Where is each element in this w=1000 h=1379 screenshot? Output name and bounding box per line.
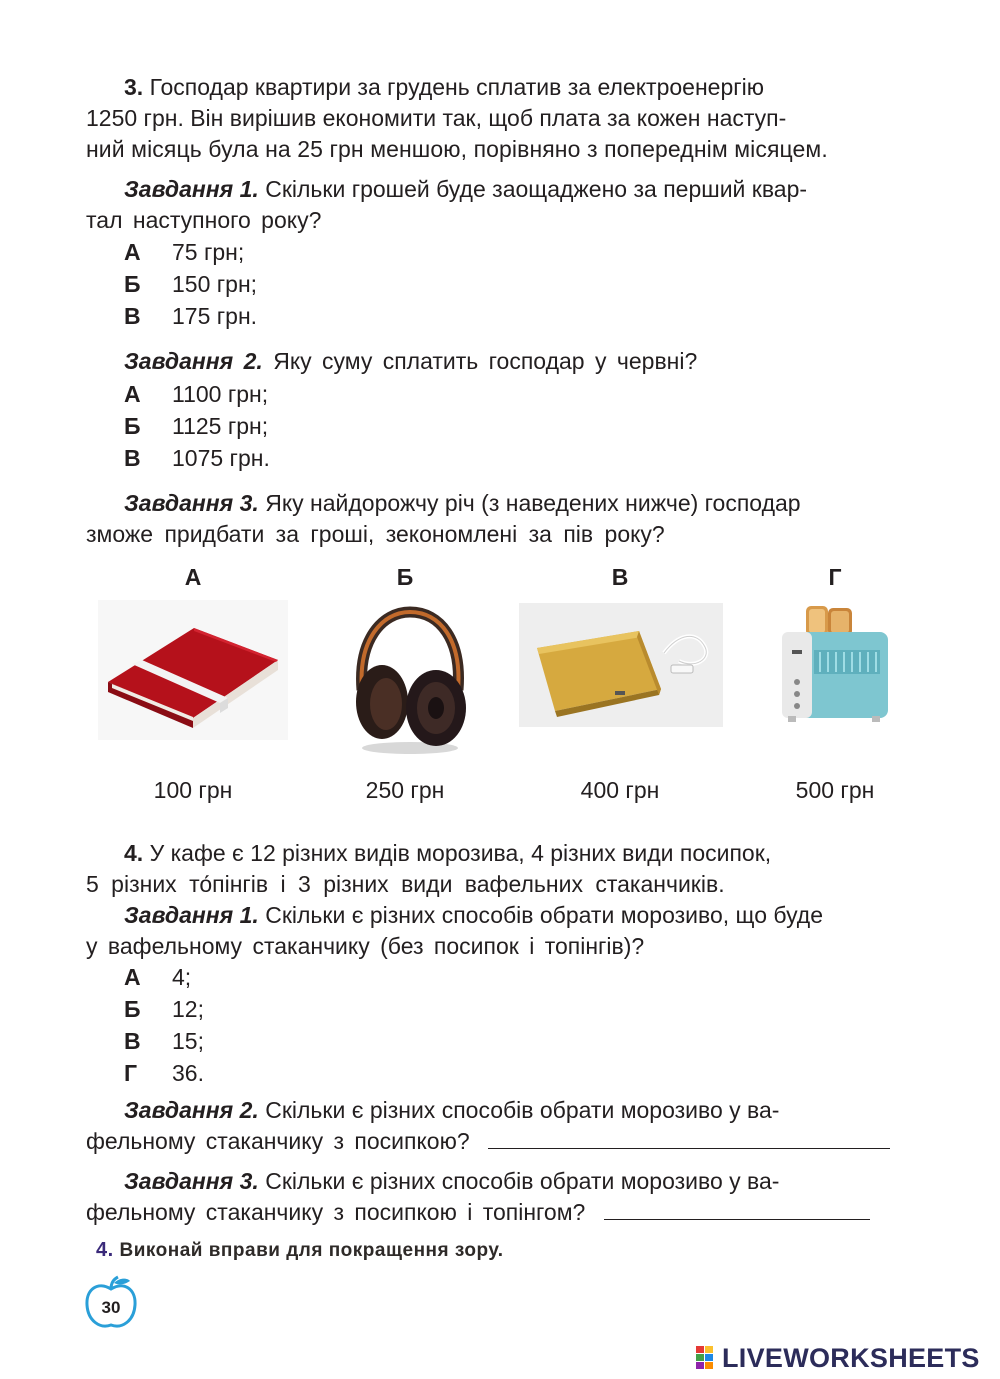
problem3-line3: ний місяць була на 25 грн меншою, порівняно з попереднім місяцем. [86, 136, 828, 162]
notebook-icon [98, 600, 288, 740]
p4-task1-line1: Завдання 1. Скільки є різних способів обрати морозиво, що буде [124, 902, 824, 928]
p3-task2-option-c[interactable]: В 1075 грн. [124, 445, 270, 471]
problem3-text [86, 72, 942, 103]
p3-task2-option-a[interactable]: А 1100 грн; [124, 381, 269, 407]
p4-task1-option-d[interactable]: Г 36. [124, 1060, 204, 1086]
item-letter-a: А [184, 564, 202, 590]
p3-task2-line [86, 346, 942, 377]
p3-task3-line1 [86, 488, 942, 519]
problem3-line2: 1250 грн. Він вирішив економити так, щоб плата за кожен наступ- [86, 105, 787, 131]
item-price-a: 100 грн [153, 777, 233, 803]
p4-task3-line1: Завдання 3. Скільки є різних способів обрати морозиво у ва- [124, 1168, 780, 1194]
problem3-number: 3. [124, 74, 144, 100]
p3-task1-text1: Скільки грошей буде заощаджено за перший квар- [265, 176, 808, 202]
p3-task2-option-b[interactable]: Б 1125 грн; [124, 413, 269, 439]
p4-task1-text2: у вафельному стаканчику (без посипок і топінгів)? [86, 933, 645, 959]
footer-note-text: Виконай вправи для покращення зору. [119, 1240, 504, 1261]
p4-task2-answer-field[interactable] [488, 1128, 890, 1149]
power-bank-icon [519, 603, 723, 727]
p4-task2-label: Завдання 2. [124, 1097, 259, 1123]
p3-task3-text2: зможе придбати за гроші, зекономлені за пів року? [86, 521, 665, 547]
p4-task1-option-c[interactable]: В 15; [124, 1028, 204, 1054]
page-number-badge [84, 1275, 138, 1331]
p3-task1-option-b[interactable]: Б 150 грн; [124, 271, 258, 297]
item-letter-d: Г [828, 564, 842, 590]
item-price-c: 400 грн [580, 777, 660, 803]
p4-task2-line1: Завдання 2. Скільки є різних способів обрати морозиво у ва- [124, 1097, 780, 1123]
p4-task1-option-a[interactable]: А 4; [124, 964, 192, 990]
p3-task2-text: Яку суму сплатить господар у червні? [273, 348, 698, 374]
liveworksheets-watermark [696, 1342, 980, 1374]
p3-task2-label: Завдання 2. [124, 348, 263, 374]
p3-task1-text2: тал наступного року? [86, 207, 322, 233]
toaster-icon [778, 604, 894, 728]
problem3-line1: Господар квартири за грудень сплатив за електроенергію [149, 74, 764, 100]
problem4-number: 4. [124, 840, 144, 866]
page-number: 30 [101, 1298, 121, 1317]
item-price-b: 250 грн [365, 777, 445, 803]
p3-task1-option-c[interactable]: В 175 грн. [124, 303, 258, 329]
p4-task3-line2: фельному стаканчику з посипкою і топінгом? [86, 1197, 942, 1228]
p3-task1-line1 [86, 174, 942, 205]
p4-task1-label: Завдання 1. [124, 902, 259, 928]
problem4-line1: 4. У кафе є 12 різних видів морозива, 4 різних види посипок, [124, 840, 772, 866]
p4-task3-label: Завдання 3. [124, 1168, 259, 1194]
footer-note-number: 4. [96, 1239, 114, 1261]
item-letter-b: Б [396, 564, 414, 590]
footer-note [96, 1235, 504, 1266]
headphones-icon [330, 600, 480, 760]
p3-task1-option-a[interactable]: А 75 грн; [124, 239, 245, 265]
p3-task3-text1: Яку найдорожчу річ (з наведених нижче) господар [265, 490, 801, 516]
p4-task3-answer-field[interactable] [604, 1199, 870, 1220]
p3-task3-label: Завдання 3. [124, 490, 259, 516]
p4-task2-line2: фельному стаканчику з посипкою? [86, 1126, 942, 1157]
item-letter-c: В [611, 564, 629, 590]
item-price-d: 500 грн [795, 777, 875, 803]
p4-task1-option-b[interactable]: Б 12; [124, 996, 204, 1022]
liveworksheets-logo-icon [696, 1346, 722, 1370]
problem4-line2: 5 різних то́пінгів і 3 різних види вафельних стаканчиків. [86, 871, 725, 897]
watermark-text: LIVEWORKSHEETS [722, 1342, 980, 1373]
p3-task1-label: Завдання 1. [124, 176, 259, 202]
